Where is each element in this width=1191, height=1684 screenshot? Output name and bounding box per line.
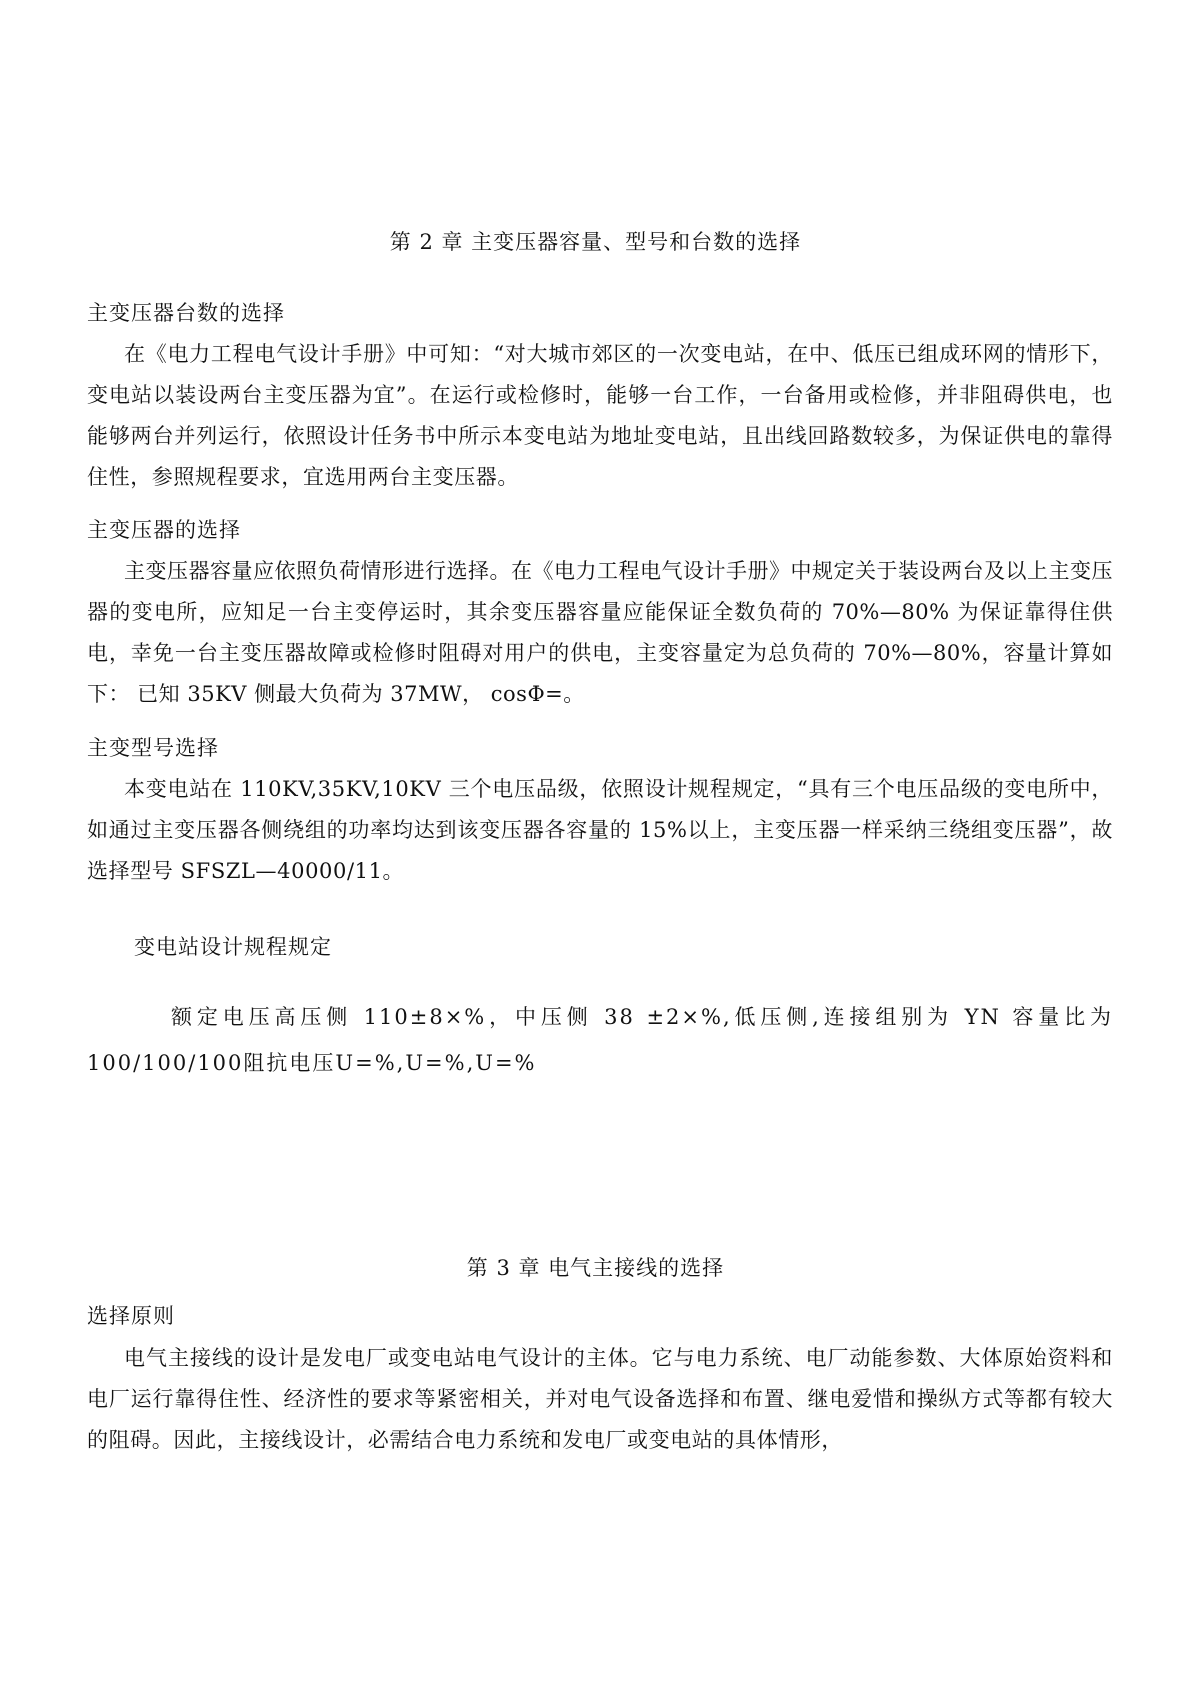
section-heading-transformer-count: 主变压器台数的选择: [87, 301, 285, 325]
chapter-2-title: 第 2 章 主变压器容量、型号和台数的选择: [389, 230, 802, 254]
chapter-3-title: 第 3 章 电气主接线的选择: [466, 1256, 725, 1280]
paragraph-principle: 电气主接线的设计是发电厂或变电站电气设计的主体。它与电力系统、电厂动能参数、大体原始资料和电厂运行靠得住性、经济性的要求等紧密相关，并对电气设备选择和布置、继电爱惜和操纵方式等都有较大的阻碍。因此，主接线设计，必需结合电力系统和发电厂或变电站的具体情形，: [87, 1346, 1113, 1452]
paragraph-transformer-model: 本变电站在 110KV,35KV,10KV 三个电压品级，依照设计规程规定，“具有三个电压品级的变电所中，如通过主变压器各侧绕组的功率均达到该变压器各容量的 15%以上，主变压器一样采纳三绕组变压器”，故选择型号 SFSZL—40000/11。: [87, 777, 1113, 883]
paragraph-transformer-selection: 主变压器容量应依照负荷情形进行选择。在《电力工程电气设计手册》中规定关于装设两台及以上主变压器的变电所，应知足一台主变停运时，其余变压器容量应能保证全数负荷的 70%—80% 为保证靠得住供电，幸免一台主变压器故障或检修时阻碍对用户的供电，主变容量定为总负荷的 70%—80%，容量计算如下： 已知 35KV 侧最大负荷为 37MW， cosΦ=。: [87, 559, 1113, 706]
spec-heading: 变电站设计规程规定: [134, 935, 332, 959]
section-heading-transformer-selection: 主变压器的选择: [87, 518, 241, 542]
paragraph-transformer-count: 在《电力工程电气设计手册》中可知：“对大城市郊区的一次变电站，在中、低压已组成环网的情形下，变电站以装设两台主变压器为宜”。在运行或检修时，能够一台工作，一台备用或检修，并非阻碍供电，也能够两台并列运行，依照设计任务书中所示本变电站为地址变电站，且出线回路数较多，为保证供电的靠得住性，参照规程要求，宜选用两台主变压器。: [87, 342, 1113, 489]
spec-paragraph: 额定电压高压侧 110±8×%，中压侧 38 ±2×%,低压侧,连接组别为 YN 容量比为 100/100/100阻抗电压U=%,U=%,U=%: [87, 1005, 1113, 1075]
section-heading-principle: 选择原则: [87, 1304, 175, 1328]
section-heading-transformer-model: 主变型号选择: [87, 736, 219, 760]
